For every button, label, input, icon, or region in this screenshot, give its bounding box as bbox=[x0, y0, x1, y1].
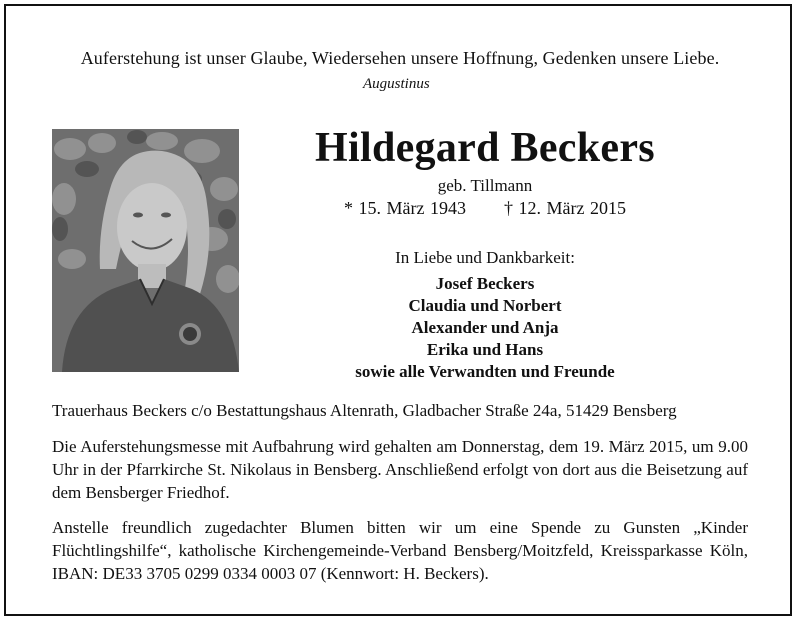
mourners-intro: In Liebe und Dankbarkeit: bbox=[395, 248, 575, 267]
donation-request: Anstelle freundlich zugedachter Blumen bitten wir um eine Spende zu Gunsten „Kinder Flüchtlingshilfe“, katholische Kirchengemeinde-Verband Bensberg/Moitzfeld, Kreissparkasse Köln, IBAN: DE33 3705 0299 0334 0003 07 (Kennwort: H. Beckers). bbox=[52, 518, 748, 583]
birth-date: * 15. März 1943 bbox=[344, 198, 466, 218]
mourning-house-address: Trauerhaus Beckers c/o Bestattungshaus Altenrath, Gladbacher Straße 24a, 51429 Bensberg bbox=[52, 401, 677, 420]
quote-text: Auferstehung ist unser Glaube, Wiedersehen unsere Hoffnung, Gedenken unsere Liebe. bbox=[80, 48, 720, 68]
deceased-name: Hildegard Beckers bbox=[315, 125, 655, 171]
mourner-name: sowie alle Verwandten und Freunde bbox=[355, 362, 615, 381]
mourner-name: Josef Beckers bbox=[435, 274, 535, 293]
quote-author: Augustinus bbox=[363, 76, 430, 92]
portrait-photo bbox=[52, 129, 239, 372]
mourner-name: Erika und Hans bbox=[426, 340, 544, 359]
funeral-mass-info: Die Auferstehungsmesse mit Aufbahrung wird gehalten am Donnerstag, dem 19. März 2015, um 9.00 Uhr in der Pfarrkirche St. Nikolaus in Bensberg. Anschließend erfolgt von dort aus die Beisetzung auf dem Bensberger Friedhof. bbox=[52, 437, 748, 502]
mourner-name: Alexander und Anja bbox=[411, 318, 559, 337]
death-date: † 12. März 2015 bbox=[504, 198, 626, 218]
maiden-name: geb. Tillmann bbox=[437, 176, 533, 195]
mourner-name: Claudia und Norbert bbox=[408, 296, 562, 315]
life-dates bbox=[270, 198, 700, 219]
mourners-list bbox=[270, 273, 700, 383]
